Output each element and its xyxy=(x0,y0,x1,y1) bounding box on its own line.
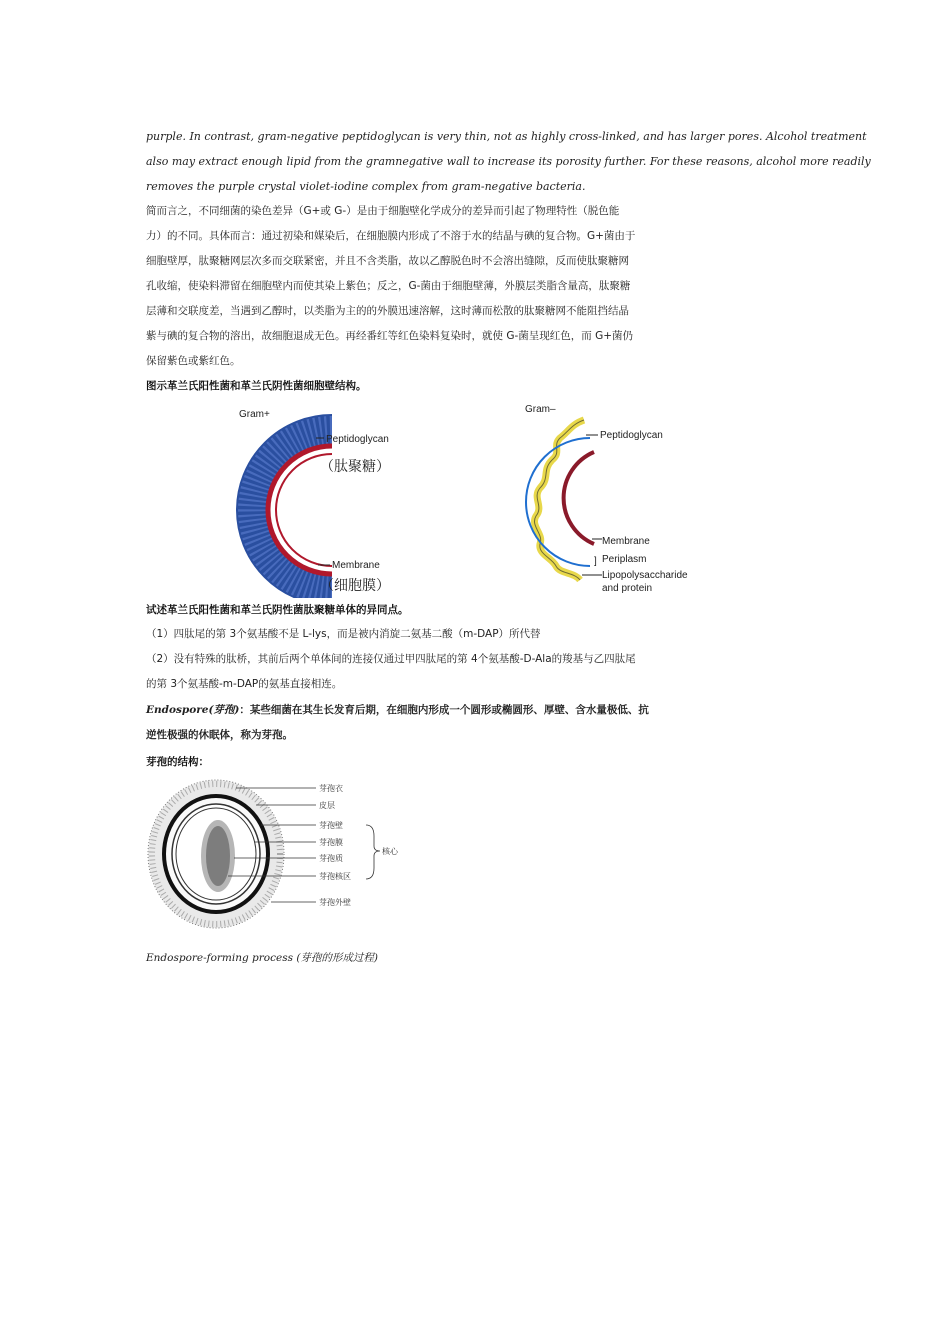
english-line: also may extract enough lipid from the gramnegative wall to increase its porosity further. For these reasons, alcohol more readily xyxy=(146,155,871,168)
spore-label-exosporium: 芽孢外壁 xyxy=(319,898,351,907)
gram-negative-figure xyxy=(522,398,692,598)
monomer-point-2-cont: 的第 3个氨基酸-m-DAP的氨基直接相连。 xyxy=(146,678,343,690)
spore-label-core: 核心 xyxy=(382,847,398,856)
spore-label-wall: 芽孢壁 xyxy=(319,821,343,830)
endospore-definition xyxy=(146,698,808,748)
gram-negative-periplasm-label: Periplasm xyxy=(602,554,647,565)
heading-cell-wall: 图示革兰氏阳性菌和革兰氏阴性菌细胞壁结构。 xyxy=(146,380,367,392)
gram-positive-figure xyxy=(236,402,412,598)
endospore-definition-text: ：某些细菌在其生长发育后期，在细胞内形成一个圆形或椭圆形、厚壁、含水量极低、抗 xyxy=(239,704,649,716)
core-brace xyxy=(366,825,380,879)
caption-endospore-process: Endospore-forming process (芽孢的形成过程) xyxy=(146,952,379,964)
gram-negative-lps-label: Lipopolysaccharide xyxy=(602,570,688,581)
gram-positive-peptidoglycan-label: Peptidoglycan xyxy=(326,434,389,445)
spore-label-membrane: 芽孢膜 xyxy=(319,838,343,847)
chinese-line: 简而言之，不同细菌的染色差异（G+或 G-）是由于细胞壁化学成分的差异而引起了物理特性（脱色能 xyxy=(146,205,620,217)
gram-negative-bracket: ] xyxy=(594,556,597,567)
heading-monomer: 试述革兰氏阳性菌和革兰氏阴性菌肽聚糖单体的异同点。 xyxy=(146,604,409,616)
chinese-paragraph xyxy=(146,199,808,374)
chinese-line: 细胞壁厚，肽聚糖网层次多而交联紧密，并且不含类脂，故以乙醇脱色时不会溶出缝隙，反而使肽聚糖网 xyxy=(146,255,629,267)
gram-negative-membrane-label: Membrane xyxy=(602,536,650,547)
gram-positive-membrane-label: Membrane xyxy=(332,560,380,571)
spore-label-nucleoid: 芽孢核区 xyxy=(319,872,351,881)
spore-label-cytoplasm: 芽孢质 xyxy=(319,854,343,863)
gram-positive-title: Gram+ xyxy=(239,409,270,420)
gram-positive-membrane-cn: （细胞膜） xyxy=(320,578,390,594)
spore-structure-figure xyxy=(146,778,406,938)
chinese-line: 保留紫色或紫红色。 xyxy=(146,355,241,367)
english-paragraph xyxy=(146,124,871,199)
chinese-line: 层薄和交联度差，当遇到乙醇时，以类脂为主的的外膜迅速溶解，这时薄而松散的肽聚糖网不能阻挡结晶 xyxy=(146,305,629,317)
gram-negative-membrane xyxy=(564,452,594,544)
endospore-definition-line1 xyxy=(146,698,808,723)
gram-negative-lps-label-2: and protein xyxy=(602,583,653,594)
chinese-line: 力）的不同。具体而言：通过初染和媒染后，在细胞膜内形成了不溶于水的结晶与碘的复合物。G+菌由于 xyxy=(146,230,636,242)
chinese-line: 孔收缩，使染料滞留在细胞壁内而使其染上紫色；反之，G-菌由于细胞壁薄，外膜层类脂含量高，肽聚糖 xyxy=(146,280,631,292)
spore-label-coat: 芽孢衣 xyxy=(319,784,343,793)
heading-spore-structure: 芽孢的结构： xyxy=(146,756,209,768)
gram-negative-peptidoglycan-label: Peptidoglycan xyxy=(600,430,663,441)
gram-negative-title: Gram– xyxy=(525,404,556,415)
gram-negative-lps xyxy=(534,420,584,580)
chinese-line: 紫与碘的复合物的溶出，故细胞退成无色。再经番红等红色染料复染时，就使 G-菌呈现红色，而 G+菌仍 xyxy=(146,330,634,342)
monomer-point-1: （1）四肽尾的第 3个氨基酸不是 L-lys，而是被内消旋二氨基二酸（m-DAP）所代替 xyxy=(146,628,541,640)
gram-positive-peptidoglycan-cn: （肽聚糖） xyxy=(320,459,390,475)
monomer-points xyxy=(146,622,808,697)
spore-label-cortex: 皮层 xyxy=(319,801,335,810)
english-line: removes the purple crystal violet-iodine complex from gram-negative bacteria. xyxy=(146,180,586,193)
monomer-point-2: （2）没有特殊的肽桥，其前后两个单体间的连接仅通过甲四肽尾的第 4个氨基酸-D-Ala的羧基与乙四肽尾 xyxy=(146,653,636,665)
endospore-definition-line2: 逆性极强的休眠体，称为芽孢。 xyxy=(146,729,293,741)
english-line: purple. In contrast, gram-negative peptidoglycan is very thin, not as highly cross-linked, and has larger pores. Alcohol treatment xyxy=(146,130,867,143)
endospore-term: Endospore(芽孢) xyxy=(146,704,240,716)
